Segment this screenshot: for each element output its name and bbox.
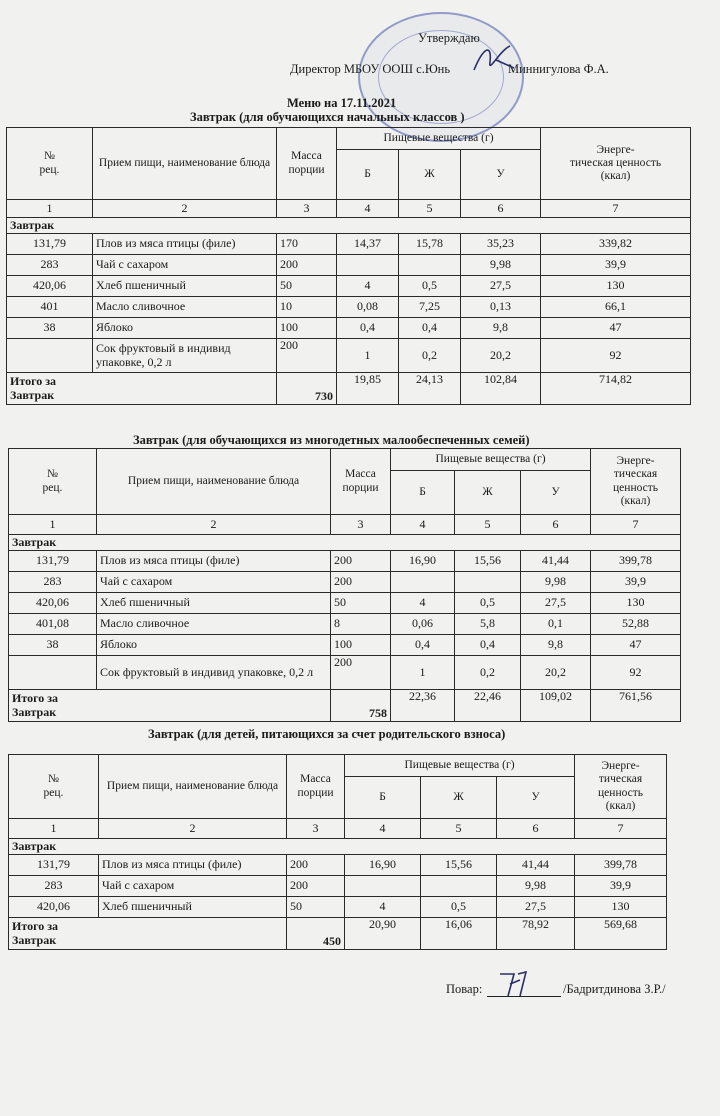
- col-num-text: № рец.: [42, 468, 63, 494]
- col-energy-header: [541, 128, 691, 200]
- dish-name: Плов из мяса птицы (филе): [99, 855, 287, 876]
- col-mass-header: [331, 449, 391, 515]
- energy-value: 339,82: [541, 234, 691, 255]
- col-dish-header: [99, 755, 287, 819]
- col-number: 3: [277, 200, 337, 218]
- total-mass: 450: [287, 918, 345, 950]
- col-nutr-header: [337, 128, 541, 150]
- dish-name: Чай с сахаром: [99, 876, 287, 897]
- protein-value: 16,90: [345, 855, 421, 876]
- fat-value: 7,25: [399, 297, 461, 318]
- total-row: [9, 690, 681, 722]
- total-energy: 761,56: [591, 690, 681, 722]
- col-mass-text: Масса порции: [288, 150, 325, 176]
- portion-mass: 200: [287, 876, 345, 897]
- total-row: [9, 918, 667, 950]
- table-row: [9, 551, 681, 572]
- carb-value: 35,23: [461, 234, 541, 255]
- total-carb: 109,02: [521, 690, 591, 722]
- total-label: Итого за Завтрак: [9, 918, 287, 950]
- fat-value: 0,2: [399, 339, 461, 373]
- table-row: [7, 318, 691, 339]
- portion-mass: 8: [331, 614, 391, 635]
- energy-value: 92: [591, 656, 681, 690]
- col-num-text: № рец.: [43, 773, 64, 799]
- carb-value: 27,5: [521, 593, 591, 614]
- protein-value: [337, 255, 399, 276]
- dish-name: Сок фруктовый в индивид упаковке, 0,2 л: [97, 656, 331, 690]
- fat-value: [455, 572, 521, 593]
- table-row: [7, 339, 691, 373]
- table-row: [9, 635, 681, 656]
- carb-value: 27,5: [497, 897, 575, 918]
- total-carb: 102,84: [461, 373, 541, 405]
- recipe-number: 131,79: [7, 234, 93, 255]
- column-numbers-row: [7, 200, 691, 218]
- recipe-number: 131,79: [9, 551, 97, 572]
- col-num-header: [7, 128, 93, 200]
- fat-value: 15,56: [421, 855, 497, 876]
- portion-mass: 200: [331, 551, 391, 572]
- portion-mass: 200: [331, 572, 391, 593]
- table-row: [7, 234, 691, 255]
- dish-name: Хлеб пшеничный: [97, 593, 331, 614]
- table-row: [9, 572, 681, 593]
- portion-mass: 10: [277, 297, 337, 318]
- col-dish-header: [97, 449, 331, 515]
- col-num-header: [9, 449, 97, 515]
- col-number: 5: [399, 200, 461, 218]
- total-label: Итого за Завтрак: [9, 690, 331, 722]
- total-mass: 730: [277, 373, 337, 405]
- col-dish-text: Прием пищи, наименование блюда: [98, 156, 271, 169]
- col-b-header: Б: [345, 777, 421, 819]
- col-number: 5: [421, 819, 497, 839]
- dish-name: Яблоко: [93, 318, 277, 339]
- col-b-header: Б: [391, 471, 455, 515]
- col-u-header: У: [497, 777, 575, 819]
- col-number: 7: [575, 819, 667, 839]
- director-name: Миннигулова Ф.А.: [508, 62, 609, 76]
- total-energy: 714,82: [541, 373, 691, 405]
- total-fat: 24,13: [399, 373, 461, 405]
- table-row: [9, 656, 681, 690]
- total-row: [7, 373, 691, 405]
- energy-value: 47: [591, 635, 681, 656]
- total-label: Итого за Завтрак: [7, 373, 277, 405]
- menu-title: Меню на 17.11.2021: [287, 96, 397, 110]
- col-nutr-text: Пищевые вещества (г): [404, 758, 515, 771]
- col-mass-text: Масса порции: [297, 773, 334, 799]
- recipe-number: 131,79: [9, 855, 99, 876]
- section-label: Завтрак: [9, 839, 667, 855]
- energy-value: 399,78: [591, 551, 681, 572]
- energy-value: 130: [541, 276, 691, 297]
- table-2-title: Завтрак (для обучающихся из многодетных малообеспеченных семей): [133, 433, 530, 447]
- table-row: [7, 297, 691, 318]
- table-row: [7, 255, 691, 276]
- col-number: 4: [345, 819, 421, 839]
- fat-value: 0,5: [399, 276, 461, 297]
- protein-value: 1: [337, 339, 399, 373]
- director-signature-icon: [470, 40, 518, 80]
- col-number: 6: [521, 515, 591, 535]
- cook-name: /Бадритдинова З.Р./: [563, 982, 666, 996]
- total-protein: 19,85: [337, 373, 399, 405]
- recipe-number: 420,06: [9, 593, 97, 614]
- portion-mass: 100: [331, 635, 391, 656]
- protein-value: 14,37: [337, 234, 399, 255]
- col-mass-header: [277, 128, 337, 200]
- col-num-header: [9, 755, 99, 819]
- carb-value: 9,8: [521, 635, 591, 656]
- energy-value: 39,9: [591, 572, 681, 593]
- fat-value: 5,8: [455, 614, 521, 635]
- section-label: Завтрак: [7, 218, 691, 234]
- portion-mass: 200: [331, 656, 391, 690]
- col-number: 3: [287, 819, 345, 839]
- dish-name: Масло сливочное: [93, 297, 277, 318]
- fat-value: 0,4: [455, 635, 521, 656]
- protein-value: 4: [337, 276, 399, 297]
- recipe-number: [9, 656, 97, 690]
- fat-value: 0,5: [455, 593, 521, 614]
- col-number: 2: [93, 200, 277, 218]
- carb-value: 0,13: [461, 297, 541, 318]
- recipe-number: 420,06: [9, 897, 99, 918]
- director-title: Директор МБОУ ООШ с.Юнь: [290, 62, 451, 76]
- dish-name: Хлеб пшеничный: [99, 897, 287, 918]
- recipe-number: 420,06: [7, 276, 93, 297]
- table-row: [7, 276, 691, 297]
- recipe-number: 401,08: [9, 614, 97, 635]
- fat-value: 0,4: [399, 318, 461, 339]
- recipe-number: 38: [7, 318, 93, 339]
- col-number: 1: [7, 200, 93, 218]
- energy-value: 39,9: [575, 876, 667, 897]
- dish-name: Плов из мяса птицы (филе): [97, 551, 331, 572]
- total-fat: 22,46: [455, 690, 521, 722]
- portion-mass: 200: [277, 339, 337, 373]
- total-protein: 22,36: [391, 690, 455, 722]
- energy-value: 92: [541, 339, 691, 373]
- portion-mass: 50: [287, 897, 345, 918]
- col-energy-header: [575, 755, 667, 819]
- carb-value: 9,98: [497, 876, 575, 897]
- carb-value: 20,2: [461, 339, 541, 373]
- protein-value: 0,06: [391, 614, 455, 635]
- table-row: [9, 614, 681, 635]
- protein-value: 16,90: [391, 551, 455, 572]
- col-number: 4: [391, 515, 455, 535]
- table-row: [9, 876, 667, 897]
- carb-value: 41,44: [497, 855, 575, 876]
- energy-value: 52,88: [591, 614, 681, 635]
- protein-value: [391, 572, 455, 593]
- fat-value: [421, 876, 497, 897]
- col-dish-text: Прием пищи, наименование блюда: [127, 474, 300, 487]
- energy-value: 47: [541, 318, 691, 339]
- total-fat: 16,06: [421, 918, 497, 950]
- energy-value: 130: [575, 897, 667, 918]
- energy-value: 130: [591, 593, 681, 614]
- carb-value: 20,2: [521, 656, 591, 690]
- recipe-number: [7, 339, 93, 373]
- protein-value: 0,4: [391, 635, 455, 656]
- col-dish-header: [93, 128, 277, 200]
- menu-table-1: [6, 127, 690, 405]
- fat-value: 0,2: [455, 656, 521, 690]
- section-label: Завтрак: [9, 535, 681, 551]
- col-number: 4: [337, 200, 399, 218]
- protein-value: 4: [391, 593, 455, 614]
- col-dish-text: Прием пищи, наименование блюда: [106, 779, 279, 792]
- table-row: [9, 897, 667, 918]
- portion-mass: 100: [277, 318, 337, 339]
- fat-value: 0,5: [421, 897, 497, 918]
- col-zh-header: Ж: [399, 150, 461, 200]
- col-u-header: У: [461, 150, 541, 200]
- col-energy-header: [591, 449, 681, 515]
- carb-value: 27,5: [461, 276, 541, 297]
- col-num-text: № рец.: [39, 150, 60, 176]
- cook-signature-icon: [496, 966, 536, 1000]
- total-protein: 20,90: [345, 918, 421, 950]
- col-nutr-text: Пищевые вещества (г): [435, 452, 546, 465]
- col-b-header: Б: [337, 150, 399, 200]
- carb-value: 9,98: [461, 255, 541, 276]
- recipe-number: 283: [9, 572, 97, 593]
- cook-label: Повар:: [446, 982, 483, 996]
- column-numbers-row: [9, 819, 667, 839]
- carb-value: 9,8: [461, 318, 541, 339]
- protein-value: 0,08: [337, 297, 399, 318]
- table-3-title: Завтрак (для детей, питающихся за счет родительского взноса): [148, 727, 506, 741]
- col-number: 6: [461, 200, 541, 218]
- portion-mass: 200: [287, 855, 345, 876]
- fat-value: 15,78: [399, 234, 461, 255]
- col-mass-header: [287, 755, 345, 819]
- protein-value: 4: [345, 897, 421, 918]
- column-numbers-row: [9, 515, 681, 535]
- col-number: 7: [591, 515, 681, 535]
- recipe-number: 283: [7, 255, 93, 276]
- col-number: 1: [9, 515, 97, 535]
- col-energy-text: Энерге- тическая ценность (ккал): [613, 455, 659, 507]
- dish-name: Чай с сахаром: [93, 255, 277, 276]
- table-row: [9, 855, 667, 876]
- dish-name: Чай с сахаром: [97, 572, 331, 593]
- total-mass: 758: [331, 690, 391, 722]
- col-nutr-text: Пищевые вещества (г): [383, 131, 494, 144]
- table-row: [9, 593, 681, 614]
- energy-value: 399,78: [575, 855, 667, 876]
- carb-value: 0,1: [521, 614, 591, 635]
- portion-mass: 170: [277, 234, 337, 255]
- dish-name: Хлеб пшеничный: [93, 276, 277, 297]
- total-energy: 569,68: [575, 918, 667, 950]
- carb-value: 41,44: [521, 551, 591, 572]
- col-energy-text: Энерге- тическая ценность (ккал): [598, 760, 644, 812]
- dish-name: Масло сливочное: [97, 614, 331, 635]
- col-number: 1: [9, 819, 99, 839]
- col-number: 7: [541, 200, 691, 218]
- col-number: 6: [497, 819, 575, 839]
- fat-value: 15,56: [455, 551, 521, 572]
- col-mass-text: Масса порции: [342, 468, 379, 494]
- portion-mass: 50: [277, 276, 337, 297]
- protein-value: [345, 876, 421, 897]
- col-nutr-header: [391, 449, 591, 471]
- recipe-number: 38: [9, 635, 97, 656]
- col-number: 5: [455, 515, 521, 535]
- protein-value: 1: [391, 656, 455, 690]
- recipe-number: 283: [9, 876, 99, 897]
- dish-name: Сок фруктовый в индивид упаковке, 0,2 л: [93, 339, 277, 373]
- approve-label: Утверждаю: [418, 31, 480, 45]
- recipe-number: 401: [7, 297, 93, 318]
- carb-value: 9,98: [521, 572, 591, 593]
- protein-value: 0,4: [337, 318, 399, 339]
- col-nutr-header: [345, 755, 575, 777]
- menu-table-2: [8, 448, 680, 722]
- portion-mass: 50: [331, 593, 391, 614]
- fat-value: [399, 255, 461, 276]
- portion-mass: 200: [277, 255, 337, 276]
- energy-value: 39,9: [541, 255, 691, 276]
- menu-table-3: [8, 754, 666, 950]
- total-carb: 78,92: [497, 918, 575, 950]
- table-1-title: Завтрак (для обучающихся начальных классов ): [190, 110, 465, 124]
- col-zh-header: Ж: [421, 777, 497, 819]
- energy-value: 66,1: [541, 297, 691, 318]
- col-number: 2: [99, 819, 287, 839]
- col-energy-text: Энерге- тическая ценность (ккал): [569, 143, 662, 183]
- dish-name: Плов из мяса птицы (филе): [93, 234, 277, 255]
- col-number: 3: [331, 515, 391, 535]
- col-u-header: У: [521, 471, 591, 515]
- col-zh-header: Ж: [455, 471, 521, 515]
- dish-name: Яблоко: [97, 635, 331, 656]
- col-number: 2: [97, 515, 331, 535]
